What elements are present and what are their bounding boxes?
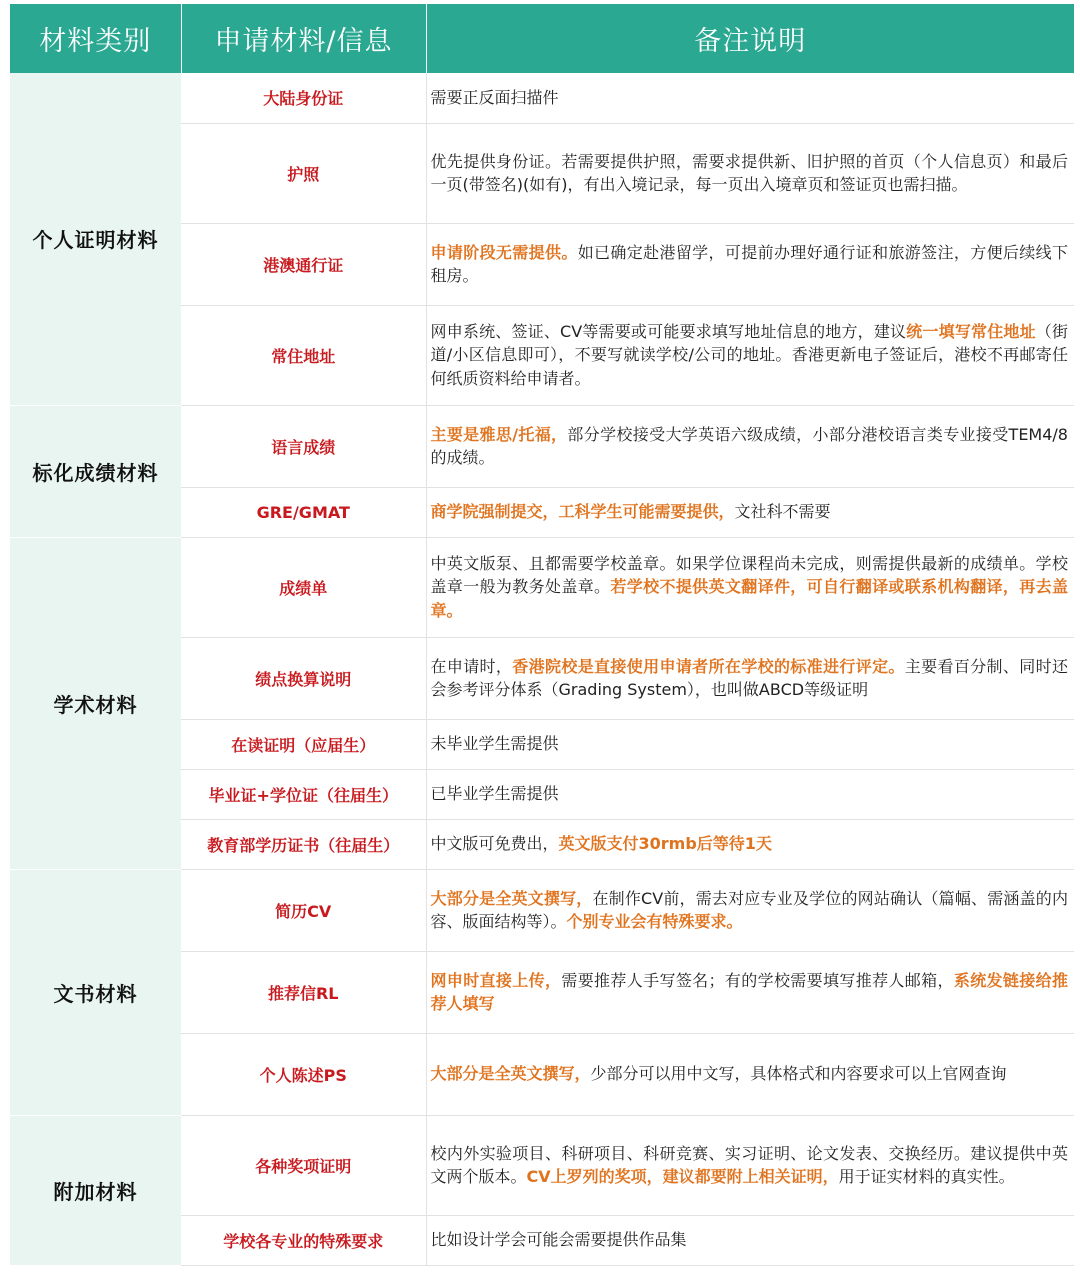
note-cell	[426, 1033, 1074, 1115]
note-text: 中文版可免费出，	[430, 834, 559, 854]
note-highlight: 统一填写常住地址	[906, 321, 1036, 341]
note-cell	[426, 1215, 1074, 1265]
note-cell	[426, 719, 1074, 769]
note-cell	[426, 1115, 1074, 1215]
material-item: 绩点换算说明	[181, 637, 426, 719]
table-row	[10, 537, 1074, 637]
note-highlight: 香港院校是直接使用申请者所在学校的标准进行评定。	[512, 656, 905, 676]
note-highlight: 大部分是全英文撰写，	[430, 888, 593, 908]
note-text: 已毕业学生需提供	[430, 784, 559, 804]
note-highlight: 申请阶段无需提供。	[430, 242, 578, 262]
material-item: 个人陈述PS	[181, 1033, 426, 1115]
note-cell	[426, 405, 1074, 487]
materials-table	[10, 4, 1074, 1266]
note-cell	[426, 223, 1074, 305]
material-item: 在读证明（应届生）	[181, 719, 426, 769]
note-cell	[426, 637, 1074, 719]
note-text: 比如设计学会可能会需要提供作品集	[430, 1230, 687, 1250]
note-highlight: 若学校不提供英文翻译件，可自行翻译或联系机构翻译，再去盖章。	[430, 577, 1068, 620]
note-highlight: 主要是雅思/托福，	[430, 424, 568, 444]
table-row	[10, 869, 1074, 951]
note-highlight: CV上罗列的奖项，建议都要附上相关证明，	[526, 1167, 839, 1186]
note-cell	[426, 73, 1074, 123]
note-text: 在申请时，	[430, 656, 513, 676]
material-item: 成绩单	[181, 537, 426, 637]
materials-table-container	[10, 4, 1074, 1266]
material-item: 护照	[181, 123, 426, 223]
note-text: 文社科不需要	[734, 502, 831, 522]
category-cell: 附加材料	[10, 1115, 181, 1265]
note-highlight: 英文版支付30rmb后等待1天	[558, 834, 772, 854]
material-item: 港澳通行证	[181, 223, 426, 305]
note-cell	[426, 869, 1074, 951]
category-cell: 文书材料	[10, 869, 181, 1115]
category-cell: 个人证明材料	[10, 73, 181, 405]
note-text: 主要看百分制、同时还会参考评分体系（Grading System），也叫做ABCD等级证明	[430, 656, 1068, 699]
material-item: 常住地址	[181, 305, 426, 405]
table-row	[10, 1115, 1074, 1215]
note-text: 网申系统、签证、CV等需要或可能要求填写地址信息的地方，建议	[430, 321, 907, 341]
note-text: 未毕业学生需提供	[430, 734, 559, 754]
material-item: 推荐信RL	[181, 951, 426, 1033]
category-cell: 标化成绩材料	[10, 405, 181, 537]
note-text: 用于证实材料的真实性。	[838, 1167, 1015, 1186]
note-highlight: 系统发链接给推荐人填写	[430, 970, 1068, 1013]
note-text: 需要推荐人手写签名；有的学校需要填写推荐人邮箱，	[561, 970, 954, 990]
note-text: 在制作CV前，需去对应专业及学位的网站确认（篇幅、需涵盖的内容、版面结构等）。	[430, 888, 1068, 931]
material-item: 毕业证+学位证（往届生）	[181, 769, 426, 819]
note-text: 优先提供身份证。若需要提供护照，需要求提供新、旧护照的首页（个人信息页）和最后一页(带签名)(如有)，有出入境记录，每一页出入境章页和签证页也需扫描。	[430, 151, 1068, 194]
table-row	[10, 73, 1074, 123]
note-highlight: 个别专业会有特殊要求。	[566, 912, 743, 931]
material-item: 各种奖项证明	[181, 1115, 426, 1215]
note-text: 中英文版泵、且都需要学校盖章。如果学位课程尚未完成，则需提供最新的成绩单。学校盖章一般为教务处盖章。	[430, 553, 1068, 597]
note-cell	[426, 123, 1074, 223]
note-cell	[426, 769, 1074, 819]
note-text: （街道/小区信息即可），不要写就读学校/公司的地址。香港更新电子签证后，港校不再邮寄任何纸质资料给申请者。	[430, 321, 1068, 388]
header-material: 申请材料/信息	[181, 4, 426, 73]
table-row	[10, 405, 1074, 487]
material-item: 简历CV	[181, 869, 426, 951]
note-text: 如已确定赴港留学，可提前办理好通行证和旅游签注，方便后续线下租房。	[430, 242, 1068, 285]
note-text: 少部分可以用中文写，具体格式和内容要求可以上官网查询	[590, 1064, 1007, 1084]
material-item: GRE/GMAT	[181, 487, 426, 537]
note-text: 校内外实验项目、科研项目、科研竞赛、实习证明、论文发表、交换经历。建议提供中英文两个版本。	[430, 1143, 1068, 1186]
note-highlight: 大部分是全英文撰写，	[430, 1064, 591, 1084]
note-cell	[426, 305, 1074, 405]
note-cell	[426, 819, 1074, 869]
header-notes: 备注说明	[426, 4, 1074, 73]
material-item: 大陆身份证	[181, 73, 426, 123]
material-item: 语言成绩	[181, 405, 426, 487]
category-cell: 学术材料	[10, 537, 181, 869]
note-cell	[426, 537, 1074, 637]
note-highlight: 网申时直接上传，	[430, 970, 562, 990]
material-item: 教育部学历证书（往届生）	[181, 819, 426, 869]
header-category: 材料类别	[10, 4, 181, 73]
table-header-row	[10, 4, 1074, 73]
note-cell	[426, 951, 1074, 1033]
material-item: 学校各专业的特殊要求	[181, 1215, 426, 1265]
note-text: 需要正反面扫描件	[430, 88, 559, 107]
note-cell	[426, 487, 1074, 537]
note-text: 部分学校接受大学英语六级成绩，小部分港校语言类专业接受TEM4/8的成绩。	[430, 424, 1068, 467]
note-highlight: 商学院强制提交，工科学生可能需要提供，	[430, 502, 735, 522]
